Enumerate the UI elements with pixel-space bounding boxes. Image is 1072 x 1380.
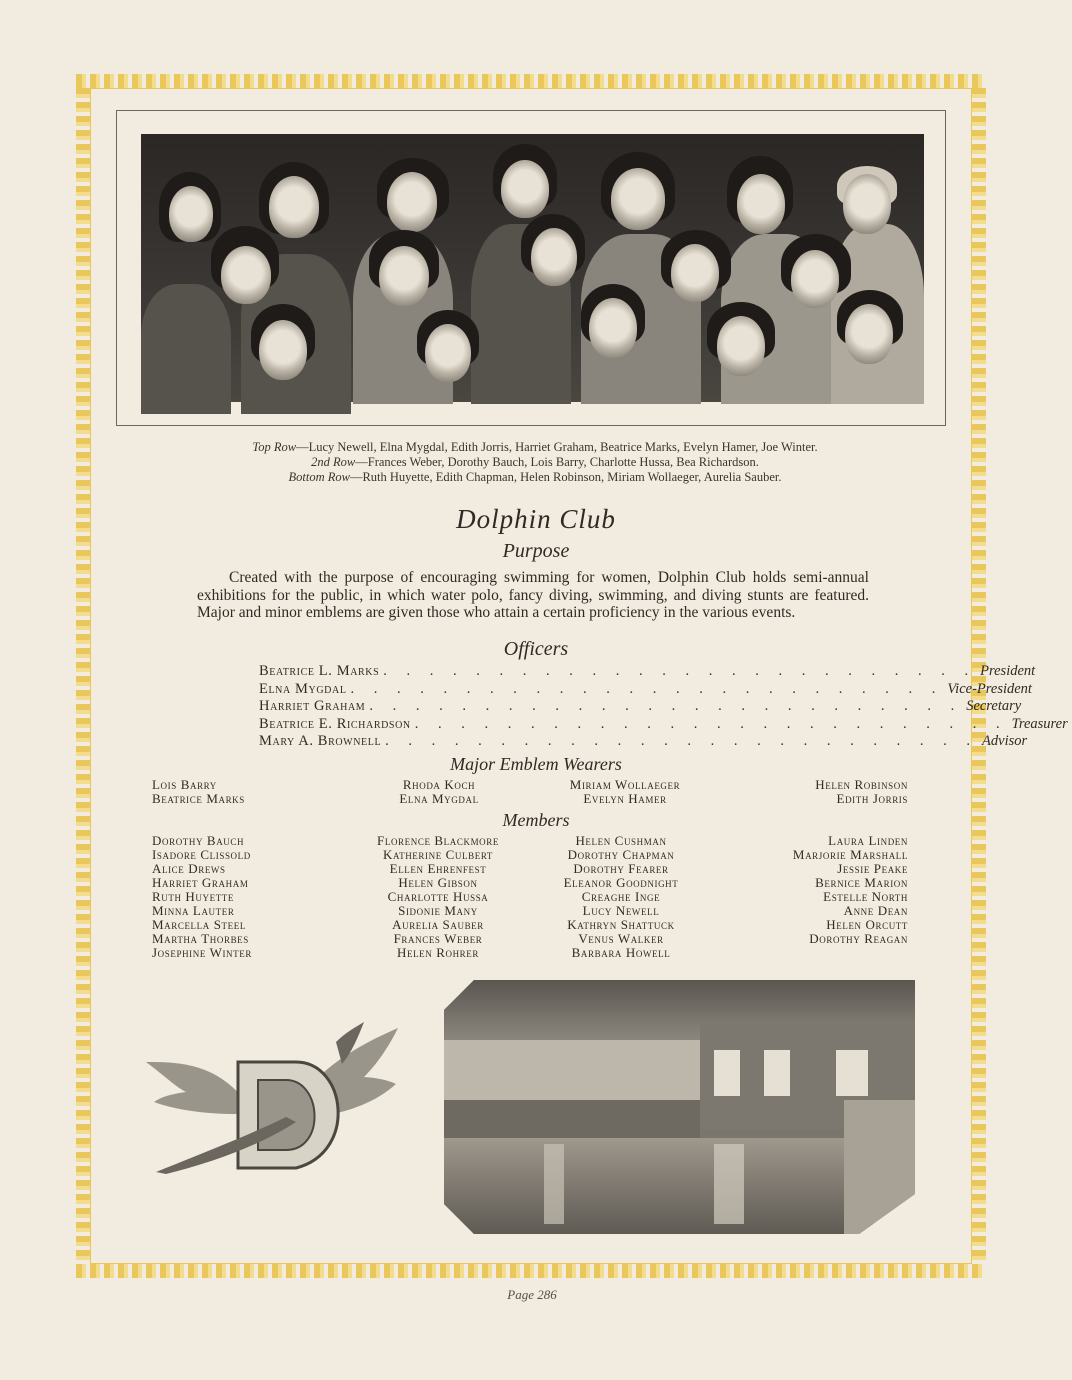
member-name: Creaghe Inge: [581, 889, 661, 904]
member-name: Dorothy Fearer: [573, 861, 669, 876]
member-name: Katherine Culbert: [383, 847, 493, 862]
major-emblem-column-4: [760, 778, 908, 806]
caption-top-row: Top Row—Lucy Newell, Elna Mygdal, Edith Jorris, Harriet Graham, Beatrice Marks, Evelyn Hamer, Joe Winter.: [252, 440, 818, 454]
officers-heading: Officers: [503, 638, 569, 660]
officer-row: [259, 715, 1068, 734]
member-name: Estelle North: [823, 889, 908, 904]
officer-row: [259, 733, 1028, 751]
member-name: Bernice Marion: [815, 875, 908, 890]
member-name: Edith Jorris: [836, 791, 908, 806]
member-name: Jessie Peake: [837, 861, 908, 876]
officer-name: Elna Mygdal: [259, 680, 347, 697]
member-name: Dorothy Chapman: [567, 847, 675, 862]
members-column-1: [152, 834, 252, 960]
member-name: Lucy Newell: [582, 903, 660, 918]
group-photo: [141, 134, 924, 402]
member-name: Florence Blackmore: [377, 833, 499, 848]
caption-bottom-row: Bottom Row—Ruth Huyette, Edith Chapman, Helen Robinson, Miriam Wollaeger, Aurelia Sauber.: [288, 470, 782, 484]
member-name: Barbara Howell: [571, 945, 671, 960]
member-name: Marcella Steel: [152, 917, 246, 932]
members-list: [0, 834, 1029, 964]
member-name: Ellen Ehrenfest: [389, 861, 487, 876]
caption-second-row: 2nd Row—Frances Weber, Dorothy Bauch, Lois Barry, Charlotte Hussa, Bea Richardson.: [311, 455, 759, 469]
purpose-paragraph: Created with the purpose of encouraging swimming for women, Dolphin Club holds semi-annual exhibitions for the public, in which water polo, fancy diving, swimming, and diving stunts are featured. Major and minor emblems are given those who attain a certain proficiency in the various events.: [197, 569, 869, 621]
member-name: Lois Barry: [152, 777, 217, 792]
member-name: Eleanor Goodnight: [563, 875, 679, 890]
members-column-3: [548, 834, 694, 960]
member-name: Kathryn Shattuck: [567, 917, 675, 932]
member-name: Rhoda Koch: [402, 777, 476, 792]
member-name: Laura Linden: [828, 833, 908, 848]
page-title: Dolphin Club: [456, 504, 616, 534]
member-name: Harriet Graham: [152, 875, 249, 890]
member-name: Helen Orcutt: [826, 917, 908, 932]
members-column-2: [362, 834, 514, 960]
officer-role: President: [980, 663, 1036, 679]
member-name: Beatrice Marks: [152, 791, 245, 806]
officer-name: Beatrice E. Richardson: [259, 715, 411, 732]
member-name: Martha Thorbes: [152, 931, 249, 946]
major-emblem-list: [0, 778, 1029, 808]
member-name: Helen Rohrer: [396, 945, 479, 960]
member-name: Aurelia Sauber: [392, 917, 484, 932]
major-emblem-column-1: [152, 778, 245, 806]
member-name: Venus Walker: [578, 931, 664, 946]
member-name: Frances Weber: [393, 931, 483, 946]
officer-row: [259, 698, 1022, 716]
member-name: Dorothy Reagan: [809, 931, 908, 946]
member-name: Helen Robinson: [815, 777, 908, 792]
officer-name: Mary A. Brownell: [259, 733, 382, 749]
officer-role: Secretary: [966, 698, 1022, 714]
major-emblem-column-3: [556, 778, 694, 806]
officer-role: Advisor: [982, 733, 1028, 749]
officer-row: [259, 680, 1032, 699]
member-name: Helen Cushman: [575, 833, 667, 848]
member-name: Evelyn Hamer: [583, 791, 667, 806]
leader-dots: . . . . . . . . . . . . . . . . . . . . . . . . . .: [414, 715, 1008, 732]
member-name: Anne Dean: [843, 903, 908, 918]
member-name: Ruth Huyette: [152, 889, 234, 904]
photo-caption: [120, 440, 950, 485]
officer-role: Treasurer: [1011, 715, 1068, 732]
purpose-heading: Purpose: [502, 540, 570, 562]
member-name: Dorothy Bauch: [152, 833, 245, 848]
member-name: Charlotte Hussa: [387, 889, 489, 904]
leader-dots: . . . . . . . . . . . . . . . . . . . . . . . . . .: [350, 680, 944, 697]
members-column-4: [748, 834, 908, 946]
member-name: Alice Drews: [152, 861, 226, 876]
pool-photo: [444, 980, 915, 1234]
member-name: Marjorie Marshall: [792, 847, 908, 862]
member-name: Miriam Wollaeger: [569, 777, 681, 792]
major-emblem-heading: Major Emblem Wearers: [450, 754, 622, 774]
officer-name: Harriet Graham: [259, 698, 366, 714]
officer-role: Vice-President: [947, 680, 1032, 697]
leader-dots: . . . . . . . . . . . . . . . . . . . . . . . . . .: [383, 663, 977, 679]
member-name: Elna Mygdal: [399, 791, 479, 806]
leader-dots: . . . . . . . . . . . . . . . . . . . . . . . . . .: [369, 698, 963, 714]
page-number: Page 286: [507, 1287, 557, 1302]
members-heading: Members: [502, 810, 570, 830]
officer-row: [259, 663, 1036, 681]
member-name: Josephine Winter: [152, 945, 252, 960]
officer-name: Beatrice L. Marks: [259, 663, 380, 679]
member-name: Isadore Clissold: [152, 847, 251, 862]
dolphin-club-emblem: [146, 1022, 406, 1182]
member-name: Minna Lauter: [152, 903, 235, 918]
leader-dots: . . . . . . . . . . . . . . . . . . . . . . . . . .: [385, 733, 979, 749]
officers-list: [259, 663, 1068, 751]
member-name: Sidonie Many: [398, 903, 478, 918]
member-name: Helen Gibson: [398, 875, 478, 890]
major-emblem-column-2: [380, 778, 498, 806]
